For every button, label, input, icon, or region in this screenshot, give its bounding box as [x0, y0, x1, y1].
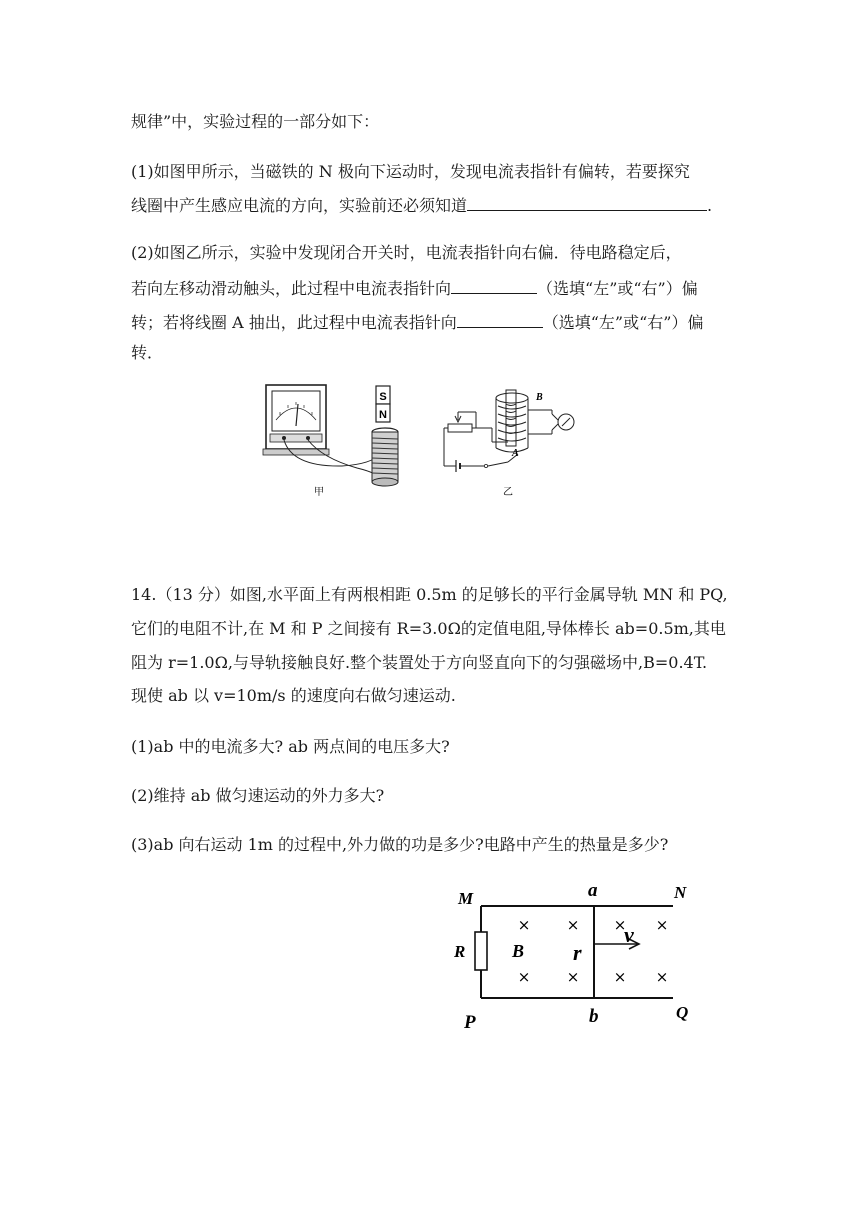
magnet-n-label: N — [379, 409, 387, 421]
field-cross-icon: × — [566, 916, 580, 934]
magnet-s-label: S — [379, 391, 387, 403]
ammeter-icon — [558, 414, 574, 430]
q13-p1-line2-text: 线圈中产生感应电流的方向，实验前还必须知道 — [131, 196, 468, 215]
rail-circuit-figure — [448, 874, 710, 1034]
circuit-diagram — [444, 412, 518, 472]
coil-icon — [372, 428, 398, 486]
label-a: a — [588, 880, 598, 901]
label-p: P — [464, 1012, 476, 1033]
galvanometer-icon — [263, 385, 329, 455]
label-r-rod: r — [573, 940, 582, 965]
field-cross-icon: × — [517, 968, 531, 986]
q13-p2-line3 — [131, 310, 703, 333]
q14-line2: 它们的电阻不计,在 M 和 P 之间接有 R=3.0Ω的定值电阻,导体棒长 ab=0.5m,其电 — [131, 619, 726, 638]
label-n: N — [674, 883, 687, 902]
field-cross-icon: × — [655, 968, 669, 986]
answer-blank-1[interactable] — [467, 193, 707, 211]
switch-icon — [484, 464, 487, 467]
answer-blank-3[interactable] — [457, 310, 543, 328]
q13-p2-line2-b: （选填“左”或“右”）偏 — [537, 279, 698, 298]
induction-experiment-figure — [262, 382, 592, 502]
label-m: M — [458, 889, 474, 908]
label-b: b — [589, 1006, 599, 1027]
q13-p2-line1: (2)如图乙所示，实验中发现闭合开关时，电流表指针向右偏．待电路稳定后， — [131, 243, 682, 262]
q13-p2-line3-a: 转；若将线圈 A 抽出，此过程中电流表指针向 — [131, 313, 457, 332]
caption-jia: 甲 — [314, 487, 324, 498]
q13-p2-line4: 转． — [131, 343, 164, 362]
q13-p1-end: . — [707, 196, 713, 215]
field-cross-icon: × — [517, 916, 531, 934]
field-cross-icon: × — [613, 968, 627, 986]
field-cross-icon: × — [613, 916, 627, 934]
q13-p2-line2 — [131, 276, 698, 299]
q13-p2-line2-a: 若向左移动滑动触头，此过程中电流表指针向 — [131, 279, 452, 298]
q14-line4: 现使 ab 以 v=10m/s 的速度向右做匀速运动. — [131, 686, 456, 705]
q14-sub1: (1)ab 中的电流多大? ab 两点间的电压多大? — [131, 737, 450, 756]
coil-a-b-icon — [496, 390, 528, 452]
resistor-icon — [475, 932, 487, 970]
label-v: v — [624, 922, 634, 947]
field-cross-icon: × — [655, 916, 669, 934]
q14-line1: 14.（13 分）如图,水平面上有两根相距 0.5m 的足够长的平行金属导轨 MN 和 PQ, — [131, 585, 728, 604]
label-b-field: B — [512, 941, 525, 961]
q14-line3: 阻为 r=1.0Ω,与导轨接触良好.整个装置处于方向竖直向下的匀强磁场中,B=0.4T. — [131, 653, 708, 672]
coil-a-label: A — [512, 448, 519, 459]
rheostat-icon — [448, 424, 472, 432]
label-q: Q — [676, 1003, 689, 1022]
field-cross-icon: × — [566, 968, 580, 986]
q13-p2-line3-b: （选填“左”或“右”）偏 — [542, 313, 704, 332]
answer-blank-2[interactable] — [451, 276, 537, 294]
q14-sub2: (2)维持 ab 做匀速运动的外力多大? — [131, 786, 385, 805]
caption-yi: 乙 — [503, 487, 513, 498]
q13-intro: 规律”中，实验过程的一部分如下： — [131, 112, 380, 131]
q13-p1-line1: (1)如图甲所示，当磁铁的 N 极向下运动时，发现电流表指针有偏转，若要探究 — [131, 162, 690, 181]
q14-sub3: (3)ab 向右运动 1m 的过程中,外力做的功是多少?电路中产生的热量是多少? — [131, 835, 669, 854]
label-r-resistor: R — [454, 942, 466, 961]
q13-p1-line2 — [131, 193, 712, 216]
coil-b-label: B — [536, 392, 543, 403]
